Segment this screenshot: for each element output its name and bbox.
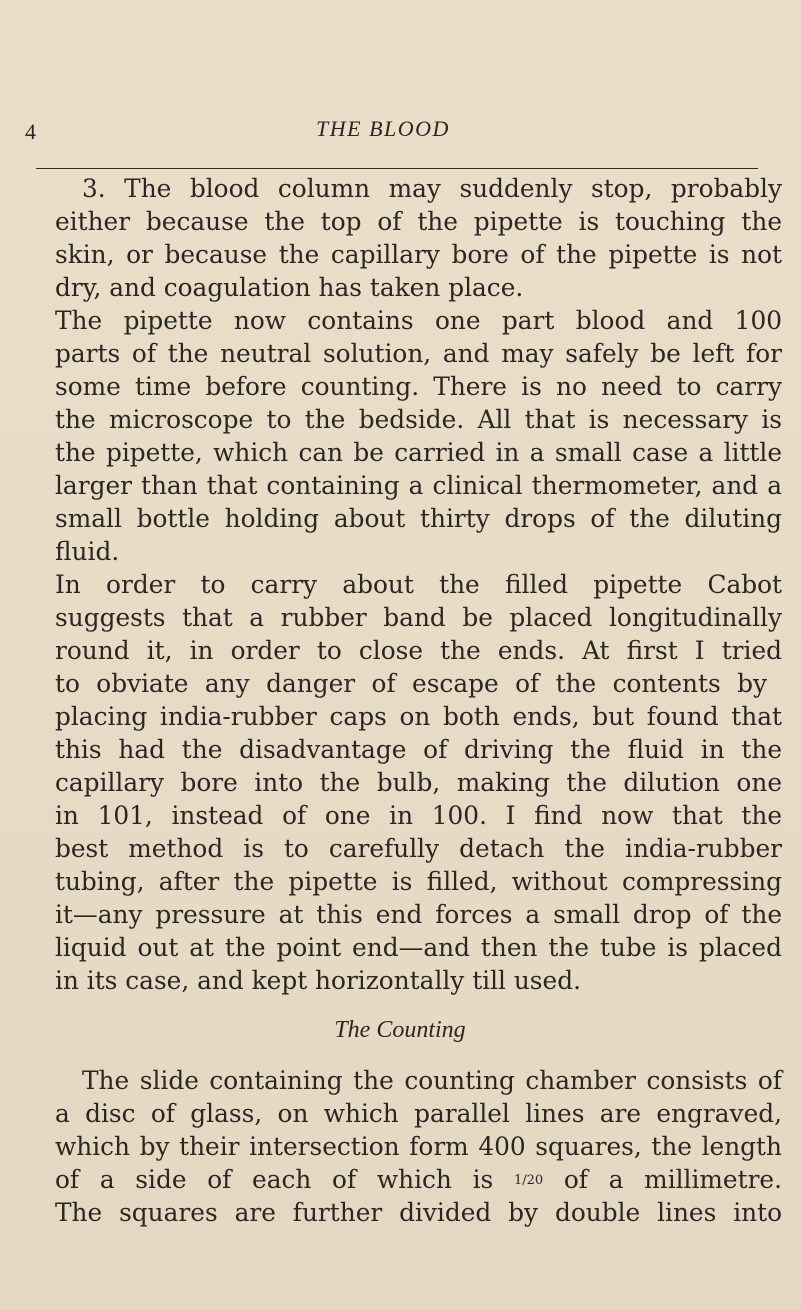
body-line: the pipette, which can be carried in a small case a little — [55, 438, 782, 467]
body-line: this had the disadvantage of driving the fluid in the — [55, 735, 782, 764]
body-line: some time before counting. There is no need to carry — [55, 372, 782, 401]
fraction-one-twentieth: 1/20 — [513, 1173, 544, 1188]
body-line: either because the top of the pipette is touching the — [55, 207, 782, 236]
body-line: 3. The blood column may suddenly stop, probably — [82, 174, 782, 203]
page-header — [0, 112, 801, 152]
section-line: a disc of glass, on which parallel lines are engraved, — [55, 1099, 782, 1128]
body-line: round it, in order to close the ends. At first I tried — [55, 636, 782, 665]
body-line: capillary bore into the bulb, making the dilution one — [55, 768, 782, 797]
body-line: small bottle holding about thirty drops of the diluting — [55, 504, 782, 533]
section-line: The slide containing the counting chamber consists of — [82, 1066, 782, 1095]
body-line: dry, and coagulation has taken place. — [55, 273, 524, 302]
section-line-part: of a side of each of which is — [55, 1165, 494, 1194]
running-head: THE BLOOD — [316, 116, 450, 141]
body-line: it—any pressure at this end forces a small drop of the — [55, 900, 782, 929]
body-line: larger than that containing a clinical thermometer, and a — [55, 471, 782, 500]
body-line: suggests that a rubber band be placed longitudinally — [55, 603, 782, 632]
body-line: placing india-rubber caps on both ends, but found that — [55, 702, 782, 731]
body-line: In order to carry about the filled pipette Cabot — [55, 570, 782, 599]
body-line: parts of the neutral solution, and may safely be left for — [55, 339, 782, 368]
body-line: in its case, and kept horizontally till used. — [55, 966, 581, 995]
body-line: skin, or because the capillary bore of the pipette is not — [55, 240, 782, 269]
header-rule — [36, 168, 758, 169]
body-line: tubing, after the pipette is filled, without compressing — [55, 867, 782, 896]
body-line: liquid out at the point end—and then the tube is placed — [55, 933, 782, 962]
section-line: which by their intersection form 400 squares, the length — [55, 1132, 782, 1161]
section-line-with-fraction — [55, 1163, 782, 1196]
body-line: fluid. — [55, 537, 120, 566]
body-line: The pipette now contains one part blood and 100 — [55, 306, 782, 335]
section-line: The squares are further divided by double lines into — [55, 1198, 782, 1227]
body-line: in 101, instead of one in 100. I find now that the — [55, 801, 782, 830]
section-line-part: of a millimetre. — [563, 1165, 782, 1194]
page-number: 4 — [25, 119, 36, 144]
section-heading: The Counting — [334, 1017, 466, 1043]
body-line: to obviate any danger of escape of the contents by — [55, 669, 767, 698]
body-line: best method is to carefully detach the india-rubber — [55, 834, 782, 863]
body-line: the microscope to the bedside. All that is necessary is — [55, 405, 782, 434]
